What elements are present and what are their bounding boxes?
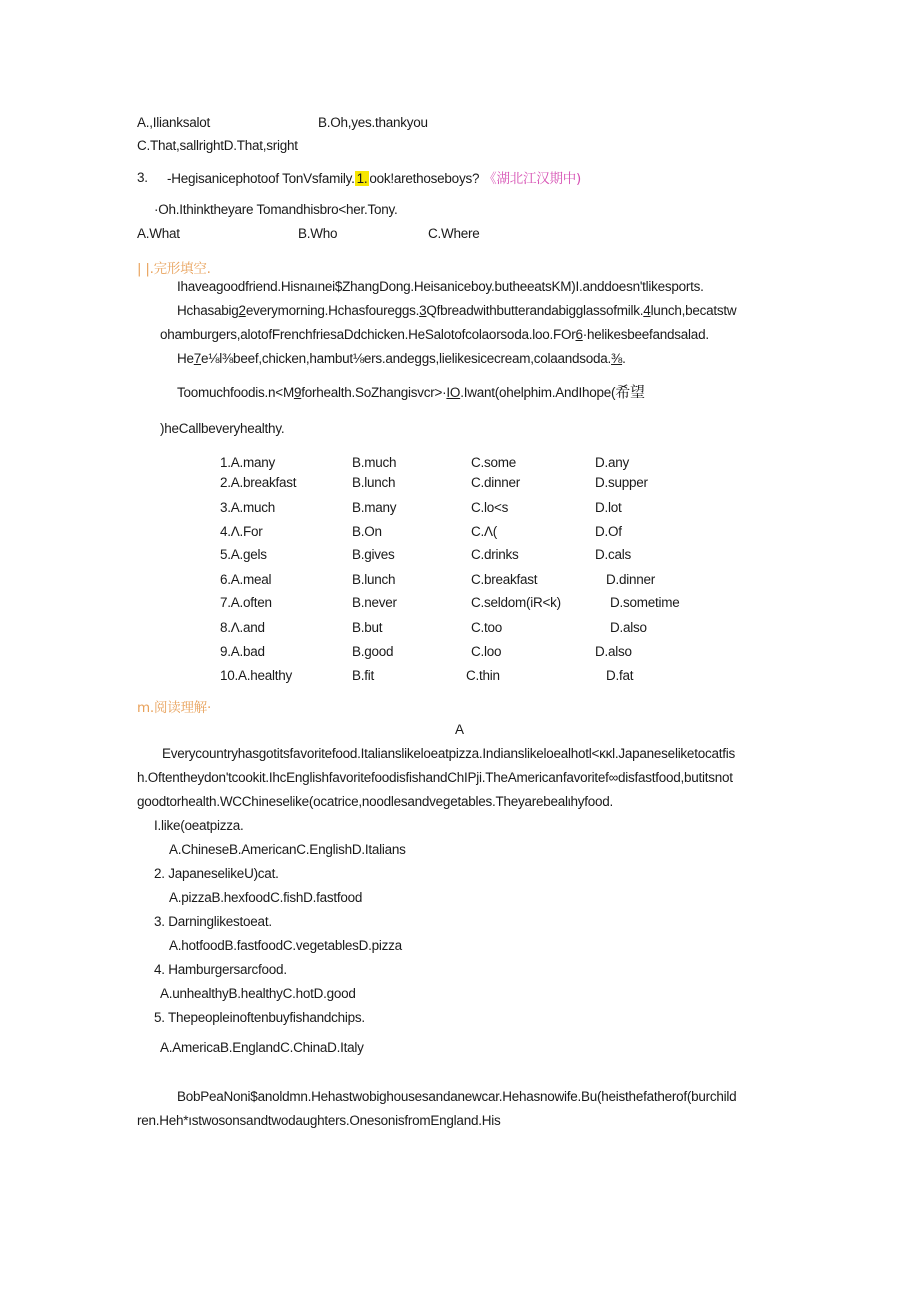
cloze-option-6-d: D.dinner	[606, 572, 656, 587]
cloze-option-5-b: B.gives	[352, 547, 395, 562]
cloze-paragraph-line-2	[177, 303, 736, 318]
reading-question-2: 2. JapaneselikeU)cat.	[154, 866, 279, 881]
cloze-paragraph-line-4	[177, 351, 626, 366]
reading-question-4: 4. Hamburgersarcfood.	[154, 962, 287, 977]
cloze-option-10-b: B.fit	[352, 668, 375, 683]
cloze-text: everymorning.Hchasfoureggs.	[245, 303, 420, 318]
reading-a-line-3: goodtorhealth.WCChineselike(ocatrice,noodlesandvegetables.Theyarebealιhyfood.	[137, 794, 614, 809]
cloze-option-7-a: 7.A.often	[220, 595, 272, 610]
reading-question-1-options: A.ChineseB.AmericanC.EnglishD.Italians	[169, 842, 406, 857]
cloze-option-2-d: D.supper	[595, 475, 648, 490]
cloze-option-10-a: 10.A.healthy	[220, 668, 293, 683]
cloze-blank-7: 7	[193, 351, 202, 366]
question-3-reply: ·Oh.Ithinktheyare Tomandhisbro<her.Tony.	[154, 202, 398, 217]
cloze-blank-2: 2	[238, 303, 246, 318]
cloze-option-7-d: D.sometime	[610, 595, 680, 610]
cloze-option-3-a: 3.A.much	[220, 500, 276, 515]
cloze-option-8-b: B.but	[352, 620, 383, 635]
cloze-option-5-a: 5.A.gels	[220, 547, 267, 562]
cloze-option-3-b: B.many	[352, 500, 397, 515]
cloze-blank-6: 6	[575, 327, 583, 342]
question-3-option-b: B.Who	[298, 226, 338, 241]
question-3-source: 《湖北江汉期中)	[483, 171, 581, 187]
cloze-paragraph-line-6: )heCallbeveryhealthy.	[160, 421, 285, 436]
cloze-option-2-a: 2.A.breakfast	[220, 475, 297, 490]
reading-section-a-label: A	[455, 722, 464, 737]
reading-b-line-2: ren.Heh*ıstwosonsandtwodaughters.OnesonisfromEngland.His	[137, 1113, 501, 1128]
reading-question-3-options: A.hotfoodB.fastfoodC.vegetablesD.pizza	[169, 938, 402, 953]
cloze-option-7-b: B.never	[352, 595, 397, 610]
cloze-text: He	[177, 351, 194, 366]
cloze-option-9-b: B.good	[352, 644, 394, 659]
cloze-blank-4: 4	[643, 303, 651, 318]
reading-b-line-1: BobPeaNoni$anoldmn.Hehastwobighousesandanewcar.Hehasnowife.Bu(heisthefatherof(burchild	[177, 1089, 737, 1104]
cloze-blank-3: 3	[419, 303, 427, 318]
cloze-text: Hchasabig	[177, 303, 239, 318]
question-3-blank-highlight: 1.	[356, 171, 368, 186]
cloze-text: Qfbreadwithbutterandabigglassofmilk.	[426, 303, 644, 318]
cloze-blank-10: IO	[446, 385, 461, 400]
question-3-number: 3.	[137, 170, 148, 185]
cloze-option-9-d: D.also	[595, 644, 632, 659]
cloze-option-8-c: C.too	[471, 620, 503, 635]
cloze-option-6-c: C.breakfast	[471, 572, 538, 587]
question-3-text-pre: -Hegisanicephotoof TonVsfamily.	[167, 171, 355, 186]
cloze-cjk-word: 希望	[615, 383, 645, 401]
cloze-option-2-b: B.lunch	[352, 475, 396, 490]
cloze-heading: | |.完形填空.	[137, 261, 211, 277]
question-3-prompt	[167, 167, 581, 187]
cloze-text: .Iwant(ohelphim.AndIhope(	[460, 385, 616, 400]
cloze-text: ·helikesbeefandsalad.	[582, 327, 709, 342]
cloze-option-10-c: C.thin	[466, 668, 500, 683]
cloze-blank-9: 9	[293, 385, 302, 400]
cloze-paragraph-line-1: Ihaveagoodfriend.Hisnaınei$ZhangDong.Heisaniceboy.butheeatsKM)I.anddoesn'tlikesports.	[177, 279, 704, 294]
cloze-option-4-b: B.On	[352, 524, 382, 539]
cloze-option-4-d: D.Of	[595, 524, 622, 539]
cloze-paragraph-line-3	[160, 327, 709, 342]
cloze-option-8-d: D.also	[610, 620, 647, 635]
cloze-option-4-c: C.Λ(	[471, 524, 498, 539]
cloze-option-3-c: C.lo<s	[471, 500, 509, 515]
question-3-option-c: C.Where	[428, 226, 480, 241]
prev-option-a: A.,Ilianksalot	[137, 115, 211, 130]
cloze-option-6-a: 6.A.meal	[220, 572, 272, 587]
cloze-option-3-d: D.lot	[595, 500, 622, 515]
reading-question-5: 5. Thepeopleinoftenbuyfishandchips.	[154, 1010, 365, 1025]
cloze-text: e⅛l⅜beef,chicken,hambut⅛ers.andeggs,lielikesicecream,colaandsoda.	[201, 351, 612, 366]
reading-question-3: 3. Darninglikestoeat.	[154, 914, 272, 929]
cloze-option-8-a: 8.Λ.and	[220, 620, 265, 635]
question-3-text-post: ook!arethoseboys?	[369, 171, 480, 186]
cloze-option-10-d: D.fat	[606, 668, 634, 683]
cloze-text: lunch,becatstw	[650, 303, 737, 318]
cloze-text: ohamburgers,alotofFrenchfriesaDdchicken.HeSalotofcolaorsoda.loo.FOr	[160, 327, 576, 342]
cloze-blank-8: ⅜	[611, 351, 623, 366]
cloze-text: .	[622, 351, 626, 366]
cloze-option-7-c: C.seldom(iR<k)	[471, 595, 561, 610]
reading-a-line-2: h.Oftentheydon'tcookit.IhcEnglishfavoritefoodisfishandChIPji.TheAmericanfavoritef∞disfastfood,butitsnot	[137, 770, 733, 785]
prev-option-cd: C.That,sallrightD.That,sright	[137, 138, 298, 153]
cloze-option-1-b: B.much	[352, 455, 397, 470]
cloze-option-4-a: 4.Λ.For	[220, 524, 263, 539]
cloze-option-1-a: 1.A.many	[220, 455, 276, 470]
cloze-option-5-d: D.cals	[595, 547, 632, 562]
reading-question-4-options: A.unhealthyB.healthyC.hotD.good	[160, 986, 356, 1001]
cloze-option-9-a: 9.A.bad	[220, 644, 265, 659]
cloze-option-1-c: C.some	[471, 455, 517, 470]
cloze-option-9-c: C.loo	[471, 644, 502, 659]
cloze-paragraph-line-5	[177, 381, 645, 402]
cloze-text: forhealth.SoZhangisvcr>·	[301, 385, 447, 400]
cloze-text: Toomuchfoodis.n<M	[177, 385, 294, 400]
prev-option-b: B.Oh,yes.thankyou	[318, 115, 428, 130]
cloze-option-2-c: C.dinner	[471, 475, 521, 490]
reading-question-5-options: A.AmericaB.EnglandC.ChinaD.Italy	[160, 1040, 364, 1055]
reading-question-2-options: A.pizzaB.hexfoodC.fishD.fastfood	[169, 890, 363, 905]
cloze-option-5-c: C.drinks	[471, 547, 519, 562]
reading-question-1: I.like(oeatpizza.	[154, 818, 244, 833]
reading-a-line-1: Everycountryhasgotitsfavoritefood.Italianslikeloeatpizza.Indianslikeloealhotl<κκl.Japaneseliketocatfis	[162, 746, 735, 761]
cloze-option-1-d: D.any	[595, 455, 630, 470]
reading-heading: m.阅读理解·	[137, 700, 211, 716]
question-3-option-a: A.What	[137, 226, 180, 241]
cloze-option-6-b: B.lunch	[352, 572, 396, 587]
